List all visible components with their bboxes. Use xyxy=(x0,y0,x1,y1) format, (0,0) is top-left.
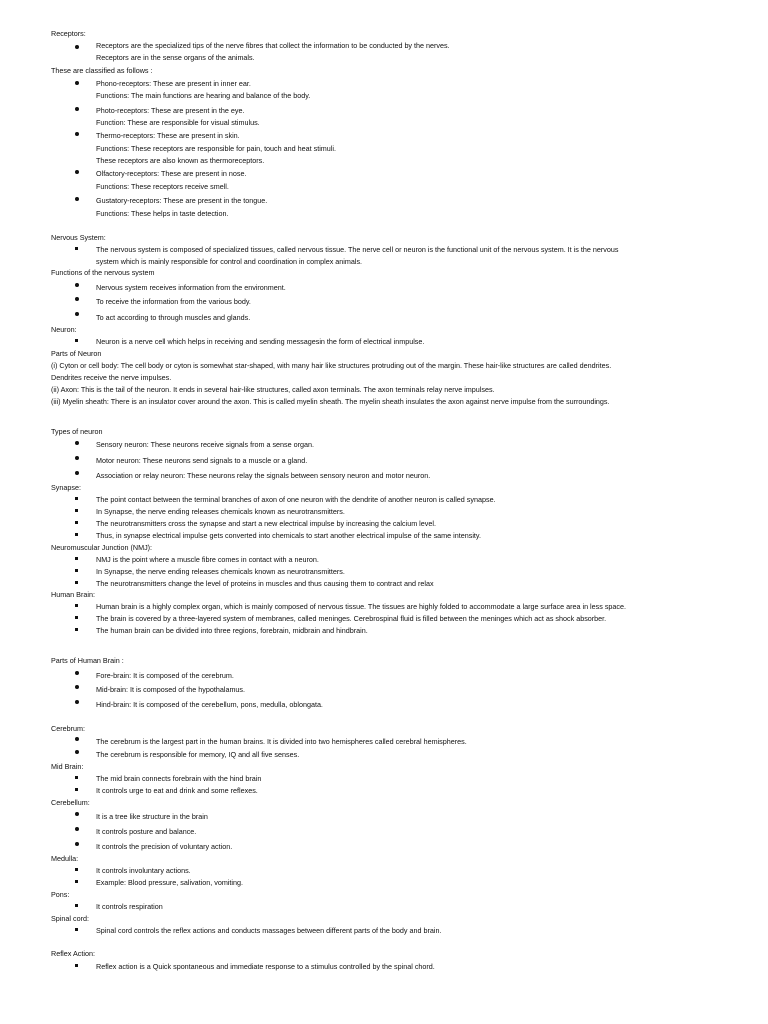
section-heading-nervous-system: Nervous System: xyxy=(51,233,106,242)
list-item: It controls involuntary actions. xyxy=(96,866,191,875)
list-item: The neurotransmitters cross the synapse and start a new electrical impulse by increasing the calcium level. xyxy=(96,519,436,528)
list-item: Olfactory-receptors: These are present in nose. xyxy=(96,169,247,178)
list-item: Spinal cord controls the reflex actions and conducts massages between different parts of the body and brain. xyxy=(96,926,442,935)
bullet-icon xyxy=(75,788,78,791)
list-item: The nervous system is composed of specialized tissues, called nervous tissue. The nerve cell or neuron is the functional unit of the nervous system. It is the nervous xyxy=(96,245,619,254)
list-item: In Synapse, the nerve ending releases chemicals known as neurotransmitters. xyxy=(96,567,345,576)
bullet-icon xyxy=(75,497,78,500)
list-item: To act according to through muscles and glands. xyxy=(96,313,251,322)
list-item: Nervous system receives information from the environment. xyxy=(96,283,286,292)
section-heading-pons: Pons: xyxy=(51,890,70,899)
bullet-icon xyxy=(75,868,78,871)
section-heading-types-of-neuron: Types of neuron xyxy=(51,427,103,436)
list-item: Fore-brain: It is composed of the cerebrum. xyxy=(96,671,234,680)
list-item-continuation: system which is mainly responsible for control and coordination in complex animals. xyxy=(96,257,363,266)
bullet-icon xyxy=(75,750,79,754)
subheading-functions: Functions of the nervous system xyxy=(51,268,155,277)
list-item: In Synapse, the nerve ending releases chemicals known as neurotransmitters. xyxy=(96,507,345,516)
bullet-icon xyxy=(75,170,79,174)
section-heading-mid-brain: Mid Brain: xyxy=(51,762,84,771)
list-item: The cerebrum is responsible for memory, IQ and all five senses. xyxy=(96,750,300,759)
bullet-icon xyxy=(75,297,79,301)
list-item: Example: Blood pressure, salivation, vomiting. xyxy=(96,878,244,887)
section-heading-cerebrum: Cerebrum: xyxy=(51,724,85,733)
bullet-icon xyxy=(75,521,78,524)
bullet-icon xyxy=(75,616,78,619)
list-item: It controls respiration xyxy=(96,902,163,911)
list-item: Mid-brain: It is composed of the hypothalamus. xyxy=(96,685,246,694)
bullet-icon xyxy=(75,441,79,445)
list-item: Thus, in synapse electrical impulse gets converted into chemicals to start another electrical impulse of the same intensity. xyxy=(96,531,481,540)
list-item: It controls urge to eat and drink and some reflexes. xyxy=(96,786,258,795)
list-item-continuation: Functions: The main functions are hearing and balance of the body. xyxy=(96,91,311,100)
bullet-icon xyxy=(75,247,78,250)
list-item: It controls the precision of voluntary action. xyxy=(96,842,233,851)
bullet-icon xyxy=(75,197,79,201)
list-item: To receive the information from the various body. xyxy=(96,297,251,306)
list-item: The cerebrum is the largest part in the human brains. It is divided into two hemispheres called cerebral hemispheres. xyxy=(96,737,467,746)
bullet-icon xyxy=(75,671,79,675)
section-heading-reflex-action: Reflex Action: xyxy=(51,949,95,958)
list-item: The point contact between the terminal branches of axon of one neuron with the dendrite of another neuron is called synapse. xyxy=(96,495,496,504)
list-item: Neuron is a nerve cell which helps in receiving and sending messagesin the form of electrical inmpulse. xyxy=(96,337,425,346)
paragraph-line: (iii) Myelin sheath: There is an insulator cover around the axon. This is called myelin sheath. The myelin sheath insulates the axon against nerve impulse from the surroundings. xyxy=(51,397,610,406)
bullet-icon xyxy=(75,827,79,831)
section-heading-human-brain: Human Brain: xyxy=(51,590,95,599)
bullet-icon xyxy=(75,569,78,572)
list-item: Receptors are the specialized tips of the nerve fibres that collect the information to be conducted by the nerves. xyxy=(96,41,450,50)
list-item: Hind-brain: It is composed of the cerebellum, pons, medulla, oblongata. xyxy=(96,700,323,709)
list-item-continuation: Functions: These receptors receive smell. xyxy=(96,182,229,191)
receptors-classified-label: These are classified as follows : xyxy=(51,66,153,75)
list-item-continuation: Functions: These receptors are responsible for pain, touch and heat stimuli. xyxy=(96,144,336,153)
bullet-icon xyxy=(75,471,79,475)
paragraph-line: (ii) Axon: This is the tail of the neuron. It ends in several hair-like structures, called axon terminals. The axon terminals relay nerve impulses. xyxy=(51,385,495,394)
bullet-icon xyxy=(75,339,78,342)
bullet-icon xyxy=(75,776,78,779)
list-item: It controls posture and balance. xyxy=(96,827,197,836)
bullet-icon xyxy=(75,604,78,607)
paragraph-line: (i) Cyton or cell body: The cell body or cyton is somewhat star-shaped, with many hair like structures protruding out of the margin. These hair-like structures are called dendrites. xyxy=(51,361,612,370)
section-heading-parts-of-brain: Parts of Human Brain : xyxy=(51,656,124,665)
list-item: Phono-receptors: These are present in inner ear. xyxy=(96,79,251,88)
bullet-icon xyxy=(75,812,79,816)
list-item: Human brain is a highly complex organ, which is mainly composed of nervous tissue. The tissues are highly folded to accommodate a large surface area in less space. xyxy=(96,602,627,611)
list-item: The human brain can be divided into three regions, forebrain, midbrain and hindbrain. xyxy=(96,626,368,635)
list-item: The brain is covered by a three-layered system of membranes, called meninges. Cerebrospinal fluid is filled between the meninges which act as shock absorber. xyxy=(96,614,607,623)
list-item: Reflex action is a Quick spontaneous and immediate response to a stimulus controlled by the spinal chord. xyxy=(96,962,435,971)
list-item: It is a tree like structure in the brain xyxy=(96,812,208,821)
section-heading-nmj: Neuromuscular Junction (NMJ): xyxy=(51,543,153,552)
bullet-icon xyxy=(75,557,78,560)
bullet-icon xyxy=(75,928,78,931)
section-heading-synapse: Synapse: xyxy=(51,483,81,492)
list-item: Photo-receptors: These are present in the eye. xyxy=(96,106,245,115)
bullet-icon xyxy=(75,107,79,111)
bullet-icon xyxy=(75,456,79,460)
section-heading-neuron: Neuron: xyxy=(51,325,77,334)
bullet-icon xyxy=(75,737,79,741)
bullet-icon xyxy=(75,685,79,689)
bullet-icon xyxy=(75,45,79,49)
list-item: The neurotransmitters change the level of proteins in muscles and thus causing them to contract and relax xyxy=(96,579,434,588)
bullet-icon xyxy=(75,628,78,631)
bullet-icon xyxy=(75,509,78,512)
bullet-icon xyxy=(75,312,79,316)
list-item: Thermo-receptors: These are present in skin. xyxy=(96,131,240,140)
list-item-continuation: Functions: These helps in taste detection. xyxy=(96,209,229,218)
bullet-icon xyxy=(75,81,79,85)
bullet-icon xyxy=(75,964,78,967)
bullet-icon xyxy=(75,581,78,584)
list-item-continuation: Receptors are in the sense organs of the animals. xyxy=(96,53,255,62)
section-heading-cerebellum: Cerebellum: xyxy=(51,798,90,807)
section-heading-spinal-cord: Spinal cord: xyxy=(51,914,89,923)
list-item: Motor neuron: These neurons send signals to a muscle or a gland. xyxy=(96,456,308,465)
list-item: Gustatory-receptors: These are present in the tongue. xyxy=(96,196,268,205)
list-item: NMJ is the point where a muscle fibre comes in contact with a neuron. xyxy=(96,555,319,564)
list-item-continuation: These receptors are also known as thermoreceptors. xyxy=(96,156,265,165)
list-item-continuation: Function: These are responsible for visual stimulus. xyxy=(96,118,260,127)
list-item: The mid brain connects forebrain with the hind brain xyxy=(96,774,262,783)
bullet-icon xyxy=(75,700,79,704)
bullet-icon xyxy=(75,880,78,883)
bullet-icon xyxy=(75,283,79,287)
bullet-icon xyxy=(75,533,78,536)
section-heading-medulla: Medulla: xyxy=(51,854,79,863)
paragraph-line: Dendrites receive the nerve impulses. xyxy=(51,373,172,382)
list-item: Sensory neuron: These neurons receive signals from a sense organ. xyxy=(96,440,315,449)
list-item: Association or relay neuron: These neurons relay the signals between sensory neuron and motor neuron. xyxy=(96,471,431,480)
bullet-icon xyxy=(75,132,79,136)
bullet-icon xyxy=(75,904,78,907)
bullet-icon xyxy=(75,842,79,846)
subheading-parts-of-neuron: Parts of Neuron xyxy=(51,349,102,358)
section-heading-receptors: Receptors: xyxy=(51,29,86,38)
